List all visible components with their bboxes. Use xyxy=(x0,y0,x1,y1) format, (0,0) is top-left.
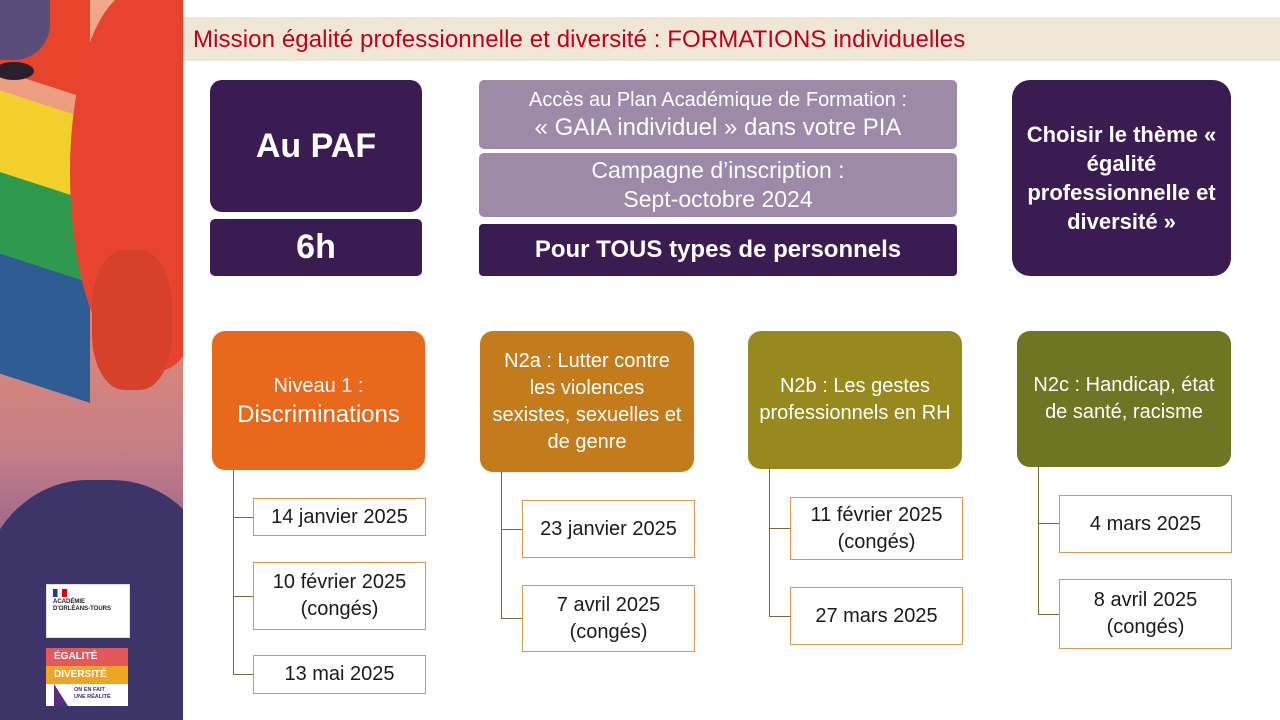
campaign-box xyxy=(479,153,957,217)
connector-line xyxy=(1038,614,1059,615)
campaign-line1: Campagne d’inscription : xyxy=(591,157,845,183)
paf-box: Au PAF xyxy=(210,80,422,212)
connector-line xyxy=(769,469,770,616)
session-date-line2: (congés) xyxy=(300,598,379,620)
session-date xyxy=(253,498,426,536)
connector-line xyxy=(233,517,253,518)
session-date-line1: 11 février 2025 xyxy=(810,503,943,526)
session-date-line1: 4 mars 2025 xyxy=(1089,512,1202,535)
connector-line xyxy=(233,596,253,597)
duration-box: 6h xyxy=(210,219,422,276)
marianne-flag-icon xyxy=(53,589,67,597)
connector-line xyxy=(501,472,502,618)
session-date-line1: 10 février 2025 xyxy=(272,571,407,593)
session-date-line2: (congés) xyxy=(569,620,648,643)
level-n2c-box: N2c : Handicap, état de santé, racisme xyxy=(1017,331,1231,467)
all-staff-box: Pour TOUS types de personnels xyxy=(479,224,957,276)
slogan-line2: UNE RÉALITÉ xyxy=(74,694,111,700)
access-box xyxy=(479,80,957,149)
session-date xyxy=(790,587,963,645)
connector-line xyxy=(769,528,790,529)
academie-logo-line1: ACADÉMIE xyxy=(53,599,86,605)
campaign-line2: Sept-octobre 2024 xyxy=(623,186,813,212)
session-date xyxy=(1059,579,1232,649)
academie-logo xyxy=(46,584,130,638)
session-date xyxy=(522,585,695,652)
session-date-line1: 14 janvier 2025 xyxy=(271,505,408,528)
connector-line xyxy=(1038,523,1059,524)
connector-line xyxy=(501,618,522,619)
level-n2a-box: N2a : Lutter contre les violences sexistes, sexuelles et de genre xyxy=(480,331,694,472)
level-n2b-box: N2b : Les gestes professionnels en RH xyxy=(748,331,962,469)
connector-line xyxy=(769,616,790,617)
session-date-line1: 23 janvier 2025 xyxy=(540,517,677,540)
session-date-line1: 13 mai 2025 xyxy=(284,663,395,685)
session-date-line2: (congés) xyxy=(1106,616,1185,638)
page-title: Mission égalité professionnelle et diversité : FORMATIONS individuelles xyxy=(193,26,966,53)
connector-line xyxy=(233,470,234,674)
level-1-title-line2: Discriminations xyxy=(237,400,400,428)
access-line2: « GAIA individuel » dans votre PIA xyxy=(534,113,902,141)
session-date xyxy=(253,655,426,694)
session-date xyxy=(522,500,695,558)
connector-line xyxy=(501,529,522,530)
session-date-line1: 8 avril 2025 xyxy=(1093,589,1198,611)
session-date-line1: 7 avril 2025 xyxy=(556,593,661,616)
egalite-diversite-logo xyxy=(46,648,128,706)
session-date xyxy=(1059,495,1232,553)
choose-theme-box: Choisir le thème « égalité professionnelle et diversité » xyxy=(1012,80,1231,276)
connector-line xyxy=(233,674,253,675)
session-date xyxy=(253,562,426,630)
egalite-logo-word: ÉGALITÉ xyxy=(46,648,128,666)
diversite-logo-word: DIVERSITÉ xyxy=(46,666,128,684)
level-1-box xyxy=(212,331,425,470)
access-line1: Accès au Plan Académique de Formation : xyxy=(529,88,907,111)
session-date-line1: 27 mars 2025 xyxy=(815,604,938,627)
slogan-line1: ON EN FAIT xyxy=(74,687,105,693)
session-date xyxy=(790,497,963,560)
level-1-title-line1: Niveau 1 : xyxy=(273,374,364,397)
session-date-line2: (congés) xyxy=(837,530,916,553)
connector-line xyxy=(1038,467,1039,614)
academie-logo-line2: D'ORLÉANS-TOURS xyxy=(53,606,111,612)
